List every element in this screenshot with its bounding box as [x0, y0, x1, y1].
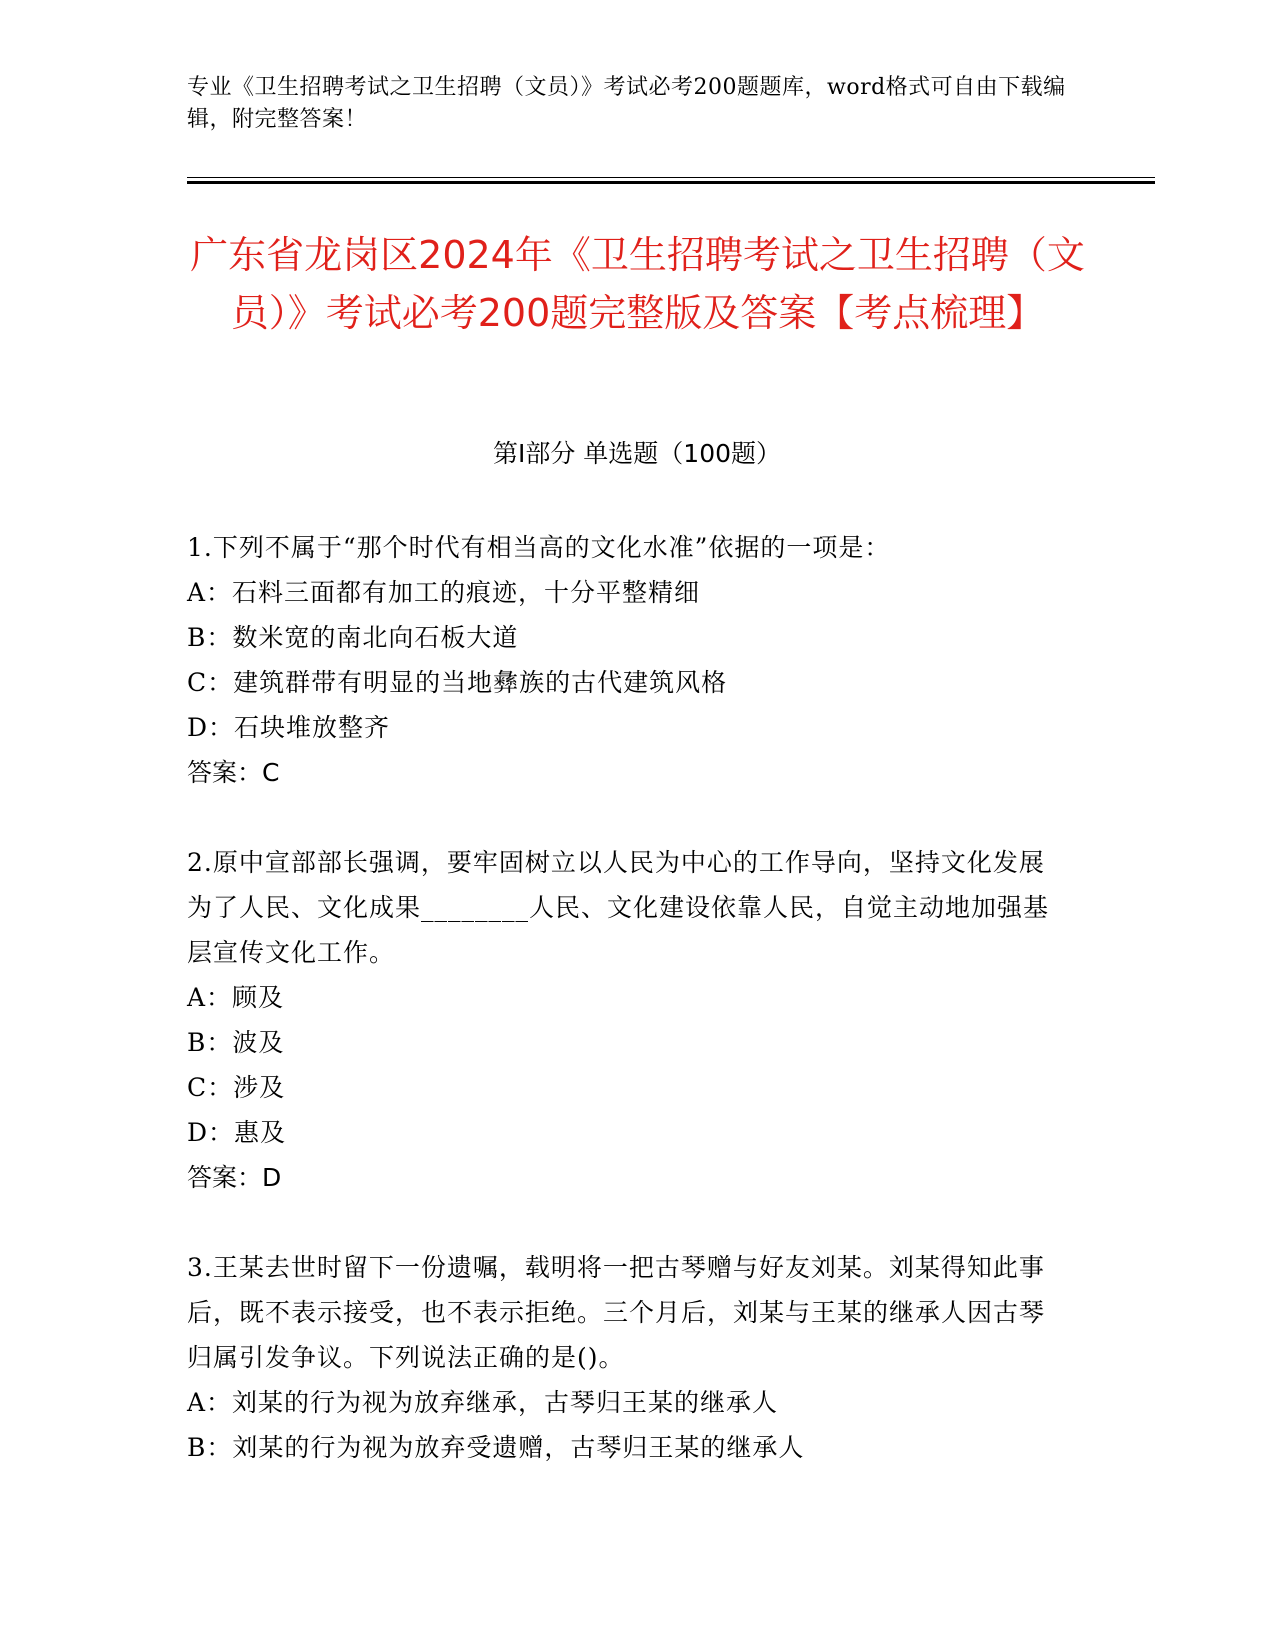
option-a: A：石料三面都有加工的痕迹，十分平整精细 — [187, 578, 701, 607]
option-c: C：涉及 — [187, 1073, 286, 1102]
question-1 — [187, 525, 1067, 795]
document-title: 广东省龙岗区2024年《卫生招聘考试之卫生招聘（文员）》考试必考200题完整版及答案【考点梳理】 — [190, 233, 1085, 335]
header-divider-thick — [187, 181, 1155, 184]
option-a: A：刘某的行为视为放弃继承，古琴归王某的继承人 — [187, 1388, 779, 1417]
option-b: B：波及 — [187, 1028, 285, 1057]
question-stem: 2.原中宣部部长强调，要牢固树立以人民为中心的工作导向，坚持文化发展为了人民、文化成果________人民、文化建设依靠人民，自觉主动地加强基层宣传文化工作。 — [187, 848, 1050, 967]
option-b: B：数米宽的南北向石板大道 — [187, 623, 519, 652]
option-d: D：惠及 — [187, 1118, 287, 1147]
option-c: C：建筑群带有明显的当地彝族的古代建筑风格 — [187, 668, 728, 697]
question-stem: 3.王某去世时留下一份遗嘱，载明将一把古琴赠与好友刘某。刘某得知此事后，既不表示接受，也不表示拒绝。三个月后，刘某与王某的继承人因古琴归属引发争议。下列说法正确的是()。 — [187, 1253, 1046, 1372]
header-divider-thin — [187, 177, 1155, 178]
option-b: B：刘某的行为视为放弃受遗赠，古琴归王某的继承人 — [187, 1433, 805, 1462]
option-d: D：石块堆放整齐 — [187, 713, 391, 742]
question-3 — [187, 1245, 1067, 1470]
answer: 答案：C — [187, 758, 280, 787]
question-2 — [187, 840, 1067, 1200]
header-note: 专业《卫生招聘考试之卫生招聘（文员）》考试必考200题题库，word格式可自由下载编辑，附完整答案！ — [187, 75, 1066, 132]
option-a: A：顾及 — [187, 983, 285, 1012]
section-heading: 第I部分 单选题（100题） — [492, 439, 782, 468]
question-stem: 1.下列不属于“那个时代有相当高的文化水准”依据的一项是： — [187, 533, 891, 562]
answer: 答案：D — [187, 1163, 282, 1192]
question-list — [187, 525, 1067, 1515]
